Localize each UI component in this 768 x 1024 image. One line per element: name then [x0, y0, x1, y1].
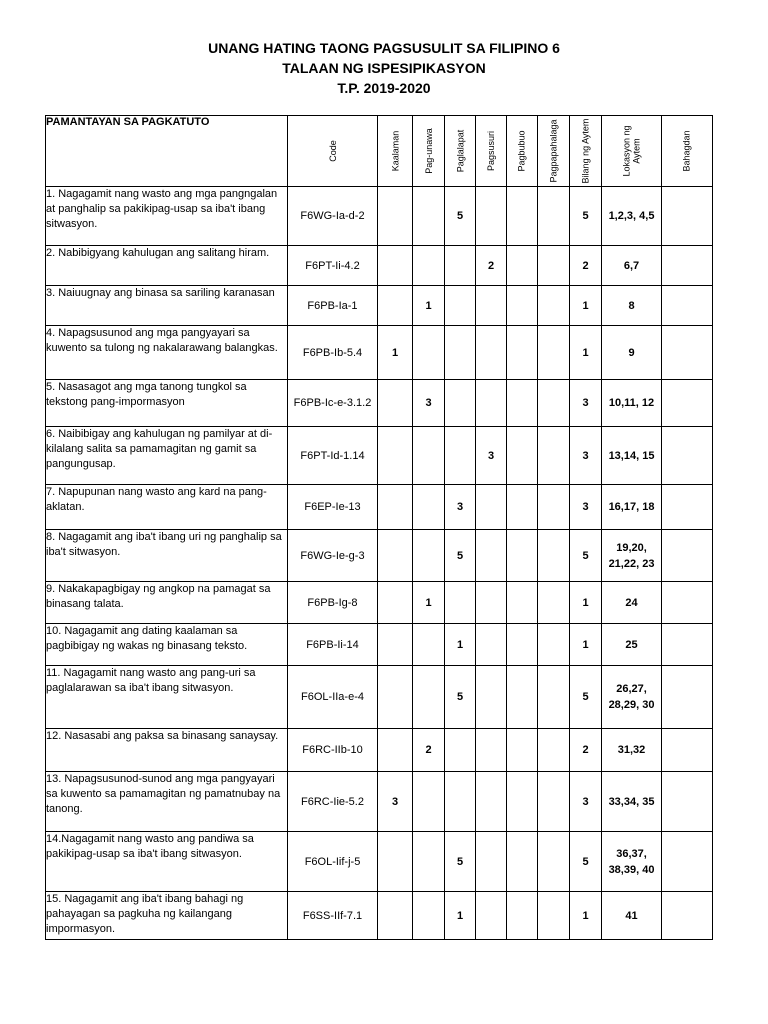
- table-row: [46, 666, 713, 729]
- cell-pagpapahalaga: [538, 485, 570, 530]
- school-year: T.P. 2019-2020: [337, 80, 431, 96]
- cell-bilang: 2: [570, 729, 602, 772]
- cell-competency: 8. Nagagamit ang iba't ibang uri ng panghalip sa iba't sitwasyon.: [46, 530, 288, 582]
- cell-code: F6PB-Ii-14: [288, 624, 378, 666]
- cell-lokasyon: 19,20, 21,22, 23: [602, 530, 662, 582]
- cell-bahagdan: [662, 326, 713, 380]
- cell-kaalaman: [378, 729, 413, 772]
- cell-lokasyon: 13,14, 15: [602, 427, 662, 485]
- header-code: [288, 116, 378, 187]
- cell-bilang: 3: [570, 485, 602, 530]
- cell-paglalapat: [445, 246, 476, 286]
- cell-kaalaman: 1: [378, 326, 413, 380]
- cell-pagpapahalaga: [538, 832, 570, 892]
- cell-pagunawa: 1: [413, 582, 445, 624]
- cell-competency: 9. Nakakapagbigay ng angkop na pamagat sa binasang talata.: [46, 582, 288, 624]
- table-row: [46, 286, 713, 326]
- cell-pagpapahalaga: [538, 772, 570, 832]
- cell-lokasyon: 10,11, 12: [602, 380, 662, 427]
- cell-kaalaman: [378, 530, 413, 582]
- header-paglalapat-label: Paglalapat: [455, 129, 466, 173]
- cell-pagsusuri: [476, 729, 507, 772]
- cell-pagunawa: 1: [413, 286, 445, 326]
- cell-pagsusuri: [476, 380, 507, 427]
- cell-pagpapahalaga: [538, 582, 570, 624]
- cell-competency: 5. Nasasagot ang mga tanong tungkol sa tekstong pang-impormasyon: [46, 380, 288, 427]
- cell-lokasyon: 24: [602, 582, 662, 624]
- cell-pagunawa: [413, 624, 445, 666]
- cell-bilang: 1: [570, 624, 602, 666]
- cell-code: F6PT-Id-1.14: [288, 427, 378, 485]
- header-pagunawa-label: Pag-unawa: [423, 128, 434, 174]
- header-pagpapahalaga-label: Pagpapahalaga: [548, 119, 559, 183]
- cell-kaalaman: [378, 187, 413, 246]
- cell-pagsusuri: [476, 666, 507, 729]
- cell-lokasyon: 16,17, 18: [602, 485, 662, 530]
- table-row: [46, 187, 713, 246]
- cell-lokasyon: 41: [602, 892, 662, 940]
- cell-kaalaman: [378, 666, 413, 729]
- cell-bahagdan: [662, 427, 713, 485]
- cell-competency: 4. Napagsusunod ang mga pangyayari sa kuwento sa tulong ng nakalarawang balangkas.: [46, 326, 288, 380]
- cell-pagsusuri: [476, 530, 507, 582]
- cell-pagbubuo: [507, 892, 538, 940]
- cell-pagpapahalaga: [538, 427, 570, 485]
- cell-code: F6WG-Ie-g-3: [288, 530, 378, 582]
- cell-bilang: 3: [570, 380, 602, 427]
- header-bilang: [570, 116, 602, 187]
- cell-bilang: 1: [570, 326, 602, 380]
- cell-pagpapahalaga: [538, 892, 570, 940]
- cell-bilang: 5: [570, 666, 602, 729]
- header-lokasyon: [602, 116, 662, 187]
- cell-pagbubuo: [507, 530, 538, 582]
- cell-competency: 7. Napupunan nang wasto ang kard na pang-aklatan.: [46, 485, 288, 530]
- cell-pagunawa: [413, 772, 445, 832]
- cell-pagpapahalaga: [538, 666, 570, 729]
- cell-pagbubuo: [507, 624, 538, 666]
- cell-code: F6RC-IIb-10: [288, 729, 378, 772]
- cell-pagbubuo: [507, 246, 538, 286]
- header-paglalapat: [445, 116, 476, 187]
- cell-pagunawa: [413, 485, 445, 530]
- header-code-label: Code: [327, 140, 338, 162]
- cell-paglalapat: [445, 772, 476, 832]
- cell-competency: 13. Napagsusunod-sunod ang mga pangyayari sa kuwento sa pamamagitan ng pamatnubay na tanong.: [46, 772, 288, 832]
- cell-bilang: 5: [570, 832, 602, 892]
- cell-competency: 6. Naibibigay ang kahulugan ng pamilyar at di-kilalang salita sa pamamagitan ng gamit sa pangungusap.: [46, 427, 288, 485]
- table-row: [46, 427, 713, 485]
- table-row: [46, 582, 713, 624]
- cell-paglalapat: 5: [445, 832, 476, 892]
- cell-code: F6PT-Ii-4.2: [288, 246, 378, 286]
- table-row: [46, 485, 713, 530]
- cell-paglalapat: 5: [445, 187, 476, 246]
- cell-pagpapahalaga: [538, 380, 570, 427]
- cell-competency: 3. Naiuugnay ang binasa sa sariling karanasan: [46, 286, 288, 326]
- cell-lokasyon: 6,7: [602, 246, 662, 286]
- cell-lokasyon: 36,37, 38,39, 40: [602, 832, 662, 892]
- cell-bahagdan: [662, 832, 713, 892]
- cell-bahagdan: [662, 485, 713, 530]
- specification-table: [45, 115, 713, 940]
- cell-paglalapat: [445, 427, 476, 485]
- cell-kaalaman: [378, 246, 413, 286]
- cell-kaalaman: 3: [378, 772, 413, 832]
- cell-pagsusuri: [476, 485, 507, 530]
- cell-pagpapahalaga: [538, 530, 570, 582]
- cell-lokasyon: 8: [602, 286, 662, 326]
- cell-bahagdan: [662, 582, 713, 624]
- cell-pagbubuo: [507, 326, 538, 380]
- cell-pagunawa: [413, 326, 445, 380]
- cell-pagunawa: 2: [413, 729, 445, 772]
- cell-pagbubuo: [507, 380, 538, 427]
- cell-code: F6PB-Ia-1: [288, 286, 378, 326]
- cell-bilang: 3: [570, 772, 602, 832]
- header-pagsusuri-label: Pagsusuri: [486, 130, 496, 172]
- cell-paglalapat: 5: [445, 530, 476, 582]
- cell-bahagdan: [662, 246, 713, 286]
- cell-code: F6PB-Ig-8: [288, 582, 378, 624]
- cell-competency: 2. Nabibigyang kahulugan ang salitang hiram.: [46, 246, 288, 286]
- cell-paglalapat: [445, 729, 476, 772]
- header-pagpapahalaga: [538, 116, 570, 187]
- cell-pagbubuo: [507, 485, 538, 530]
- cell-paglalapat: [445, 380, 476, 427]
- cell-paglalapat: [445, 582, 476, 624]
- cell-code: F6SS-IIf-7.1: [288, 892, 378, 940]
- cell-pagunawa: 3: [413, 380, 445, 427]
- cell-pagpapahalaga: [538, 624, 570, 666]
- cell-pagsusuri: [476, 326, 507, 380]
- cell-pagsusuri: 3: [476, 427, 507, 485]
- cell-competency: 11. Nagagamit nang wasto ang pang-uri sa paglalarawan sa iba't ibang sitwasyon.: [46, 666, 288, 729]
- cell-pagsusuri: [476, 772, 507, 832]
- document-title: UNANG HATING TAONG PAGSUSULIT SA FILIPINO 6: [208, 40, 560, 56]
- header-bahagdan-label: Bahagdan: [681, 130, 692, 172]
- cell-paglalapat: [445, 286, 476, 326]
- cell-pagpapahalaga: [538, 326, 570, 380]
- cell-lokasyon: 25: [602, 624, 662, 666]
- cell-pagbubuo: [507, 427, 538, 485]
- cell-bahagdan: [662, 187, 713, 246]
- header-competency: PAMANTAYAN SA PAGKATUTO: [46, 116, 288, 187]
- cell-bilang: 1: [570, 582, 602, 624]
- cell-paglalapat: 1: [445, 892, 476, 940]
- cell-bilang: 3: [570, 427, 602, 485]
- cell-kaalaman: [378, 892, 413, 940]
- cell-bahagdan: [662, 892, 713, 940]
- table-row: [46, 772, 713, 832]
- cell-pagsusuri: [476, 187, 507, 246]
- cell-competency: 1. Nagagamit nang wasto ang mga pangngalan at panghalip sa pakikipag-usap sa iba't ibang sitwasyon.: [46, 187, 288, 246]
- cell-bahagdan: [662, 772, 713, 832]
- cell-bahagdan: [662, 380, 713, 427]
- header-pagbubuo-label: Pagbubuo: [517, 130, 528, 172]
- cell-kaalaman: [378, 624, 413, 666]
- cell-lokasyon: 33,34, 35: [602, 772, 662, 832]
- table-header-row: [46, 116, 713, 187]
- cell-pagunawa: [413, 427, 445, 485]
- cell-pagbubuo: [507, 187, 538, 246]
- table-row: [46, 380, 713, 427]
- cell-pagpapahalaga: [538, 729, 570, 772]
- cell-code: F6EP-Ie-13: [288, 485, 378, 530]
- cell-pagsusuri: [476, 582, 507, 624]
- header-pagunawa: [413, 116, 445, 187]
- cell-kaalaman: [378, 427, 413, 485]
- cell-pagbubuo: [507, 286, 538, 326]
- cell-pagbubuo: [507, 832, 538, 892]
- table-row: [46, 326, 713, 380]
- cell-code: F6PB-Ib-5.4: [288, 326, 378, 380]
- cell-pagbubuo: [507, 582, 538, 624]
- cell-bahagdan: [662, 666, 713, 729]
- document-subtitle: TALAAN NG ISPESIPIKASYON: [282, 60, 486, 76]
- cell-pagunawa: [413, 832, 445, 892]
- cell-code: F6OL-IIa-e-4: [288, 666, 378, 729]
- cell-pagunawa: [413, 892, 445, 940]
- cell-bilang: 1: [570, 892, 602, 940]
- cell-bilang: 2: [570, 246, 602, 286]
- cell-lokasyon: 26,27, 28,29, 30: [602, 666, 662, 729]
- cell-pagsusuri: [476, 832, 507, 892]
- cell-pagpapahalaga: [538, 246, 570, 286]
- cell-pagsusuri: [476, 624, 507, 666]
- header-bahagdan: [662, 116, 713, 187]
- table-row: [46, 624, 713, 666]
- cell-pagunawa: [413, 187, 445, 246]
- cell-pagbubuo: [507, 729, 538, 772]
- cell-bahagdan: [662, 530, 713, 582]
- table-row: [46, 892, 713, 940]
- cell-competency: 14.Nagagamit nang wasto ang pandiwa sa pakikipag-usap sa iba't ibang sitwasyon.: [46, 832, 288, 892]
- cell-bilang: 5: [570, 187, 602, 246]
- table-row: [46, 246, 713, 286]
- cell-code: F6PB-Ic-e-3.1.2: [288, 380, 378, 427]
- cell-kaalaman: [378, 582, 413, 624]
- cell-code: F6RC-Iie-5.2: [288, 772, 378, 832]
- cell-lokasyon: 31,32: [602, 729, 662, 772]
- cell-pagbubuo: [507, 772, 538, 832]
- cell-pagbubuo: [507, 666, 538, 729]
- cell-bilang: 1: [570, 286, 602, 326]
- cell-kaalaman: [378, 286, 413, 326]
- cell-lokasyon: 9: [602, 326, 662, 380]
- cell-pagpapahalaga: [538, 187, 570, 246]
- cell-pagunawa: [413, 530, 445, 582]
- cell-competency: 10. Nagagamit ang dating kaalaman sa pagbibigay ng wakas ng binasang teksto.: [46, 624, 288, 666]
- cell-code: F6WG-Ia-d-2: [288, 187, 378, 246]
- header-kaalaman-label: Kaalaman: [390, 130, 400, 172]
- cell-competency: 12. Nasasabi ang paksa sa binasang sanaysay.: [46, 729, 288, 772]
- cell-paglalapat: 1: [445, 624, 476, 666]
- cell-paglalapat: 3: [445, 485, 476, 530]
- cell-kaalaman: [378, 485, 413, 530]
- cell-competency: 15. Nagagamit ang iba't ibang bahagi ng pahayagan sa pagkuha ng kailangang impormasyon.: [46, 892, 288, 940]
- cell-paglalapat: 5: [445, 666, 476, 729]
- cell-pagunawa: [413, 666, 445, 729]
- cell-paglalapat: [445, 326, 476, 380]
- table-row: [46, 530, 713, 582]
- cell-lokasyon: 1,2,3, 4,5: [602, 187, 662, 246]
- header-lokasyon-label: Lokasyon ng Aytem: [621, 125, 642, 177]
- cell-pagpapahalaga: [538, 286, 570, 326]
- table-row: [46, 729, 713, 772]
- cell-pagsusuri: [476, 286, 507, 326]
- cell-pagsusuri: [476, 892, 507, 940]
- cell-kaalaman: [378, 832, 413, 892]
- header-kaalaman: [378, 116, 413, 187]
- cell-kaalaman: [378, 380, 413, 427]
- cell-bahagdan: [662, 286, 713, 326]
- cell-pagsusuri: 2: [476, 246, 507, 286]
- cell-bahagdan: [662, 624, 713, 666]
- cell-code: F6OL-Iif-j-5: [288, 832, 378, 892]
- cell-bahagdan: [662, 729, 713, 772]
- header-pagsusuri: [476, 116, 507, 187]
- header-bilang-label: Bilang ng Aytem: [580, 118, 591, 184]
- cell-bilang: 5: [570, 530, 602, 582]
- header-pagbubuo: [507, 116, 538, 187]
- cell-pagunawa: [413, 246, 445, 286]
- table-row: [46, 832, 713, 892]
